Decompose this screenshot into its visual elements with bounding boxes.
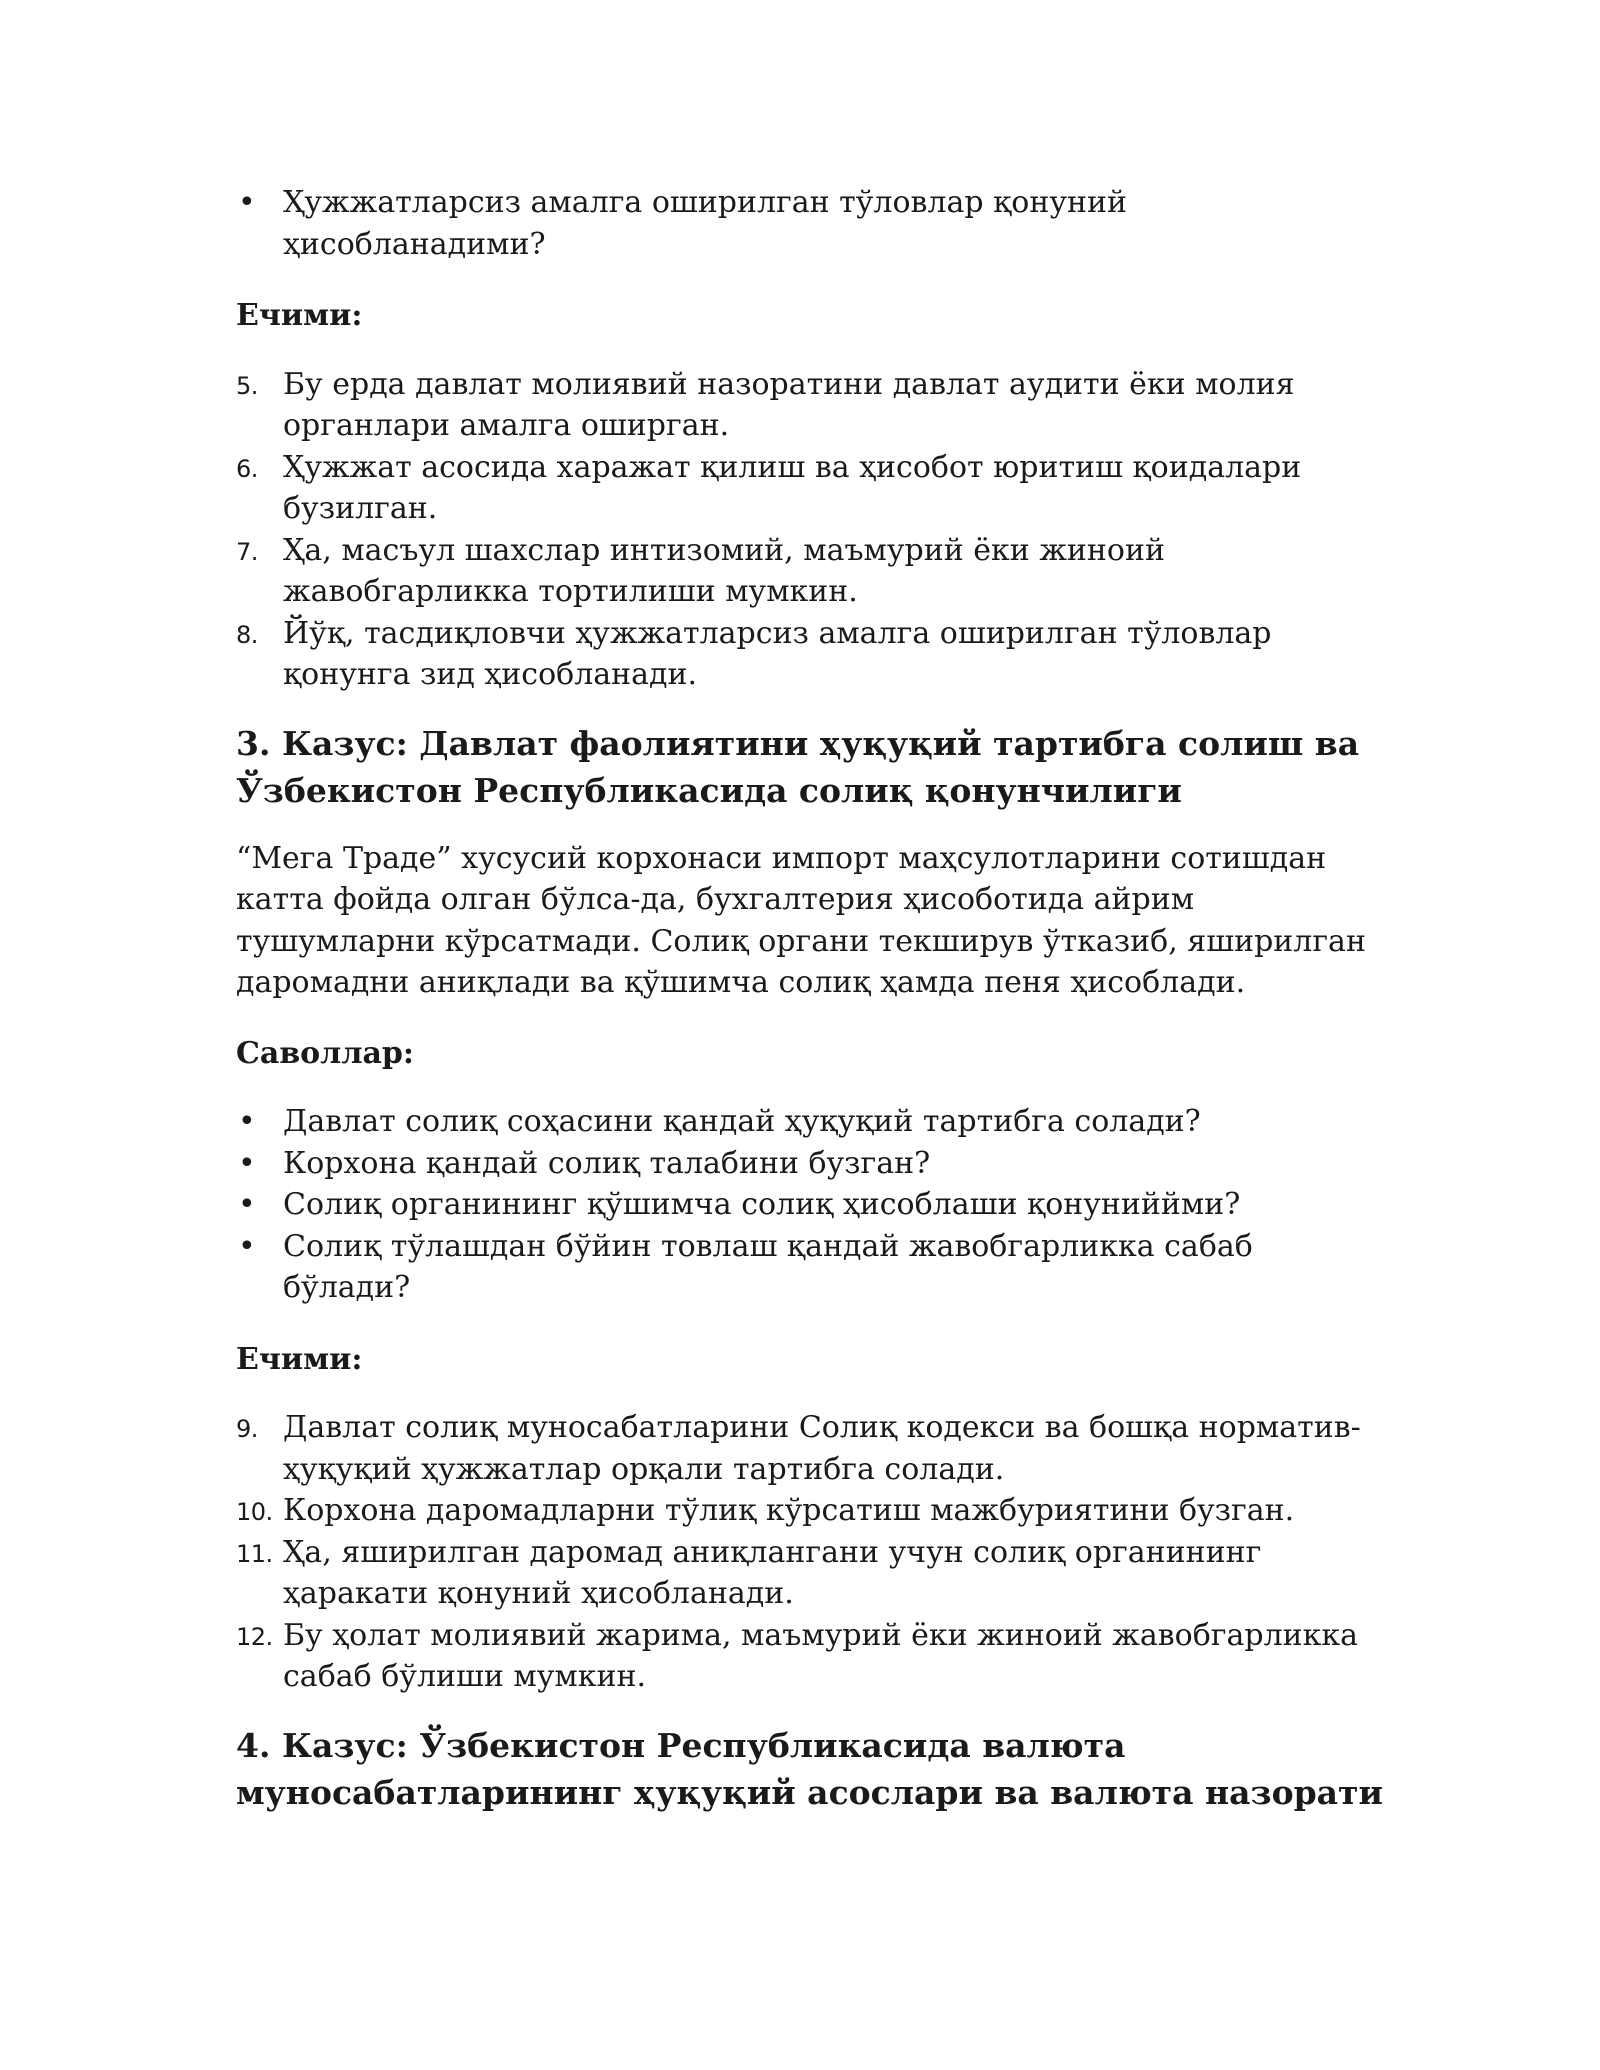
prev-questions-list — [236, 182, 1386, 265]
item-number: 12. — [236, 1622, 273, 1651]
question-text: Давлат солиқ соҳасини қандай ҳуқуқий тартибга солади? — [283, 1104, 1201, 1139]
item-number: 5. — [236, 371, 258, 400]
list-item — [236, 1184, 1386, 1226]
solution-label: Ечими: — [236, 298, 363, 333]
list-item — [236, 1143, 1386, 1185]
item-number: 11. — [236, 1539, 273, 1568]
item-text: Ҳа, яширилган даромад аниқлангани учун солиқ органининг ҳаракати қонуний ҳисобланади. — [283, 1534, 1262, 1611]
list-item — [236, 1615, 1386, 1698]
item-text: Йўқ, тасдиқловчи ҳужжатларсиз амалга оширилган тўловлар қонунга зид ҳисобланади. — [283, 615, 1272, 692]
list-item — [236, 1490, 1386, 1532]
item-text: Бу ҳолат молиявий жарима, маъмурий ёки жиноий жавобгарликка сабаб бўлиши мумкин. — [283, 1617, 1359, 1694]
case-heading-4: 4. Казус: Ўзбекистон Республикасида валюта муносабатларининг ҳуқуқий асослари ва валюта назорати — [236, 1725, 1383, 1812]
case-description: “Мега Траде” хусусий корхонаси импорт маҳсулотларини сотишдан катта фойда олган бўлса-да, бухгалтерия ҳисоботида айрим тушумларни кўрсатмади. Солиқ органи текширув ўтказиб, яширилган даромадни аниқлади ва қўшимча солиқ ҳамда пеня ҳисоблади. — [236, 840, 1366, 1000]
solution-label: Ечими: — [236, 1341, 363, 1377]
list-item — [236, 1407, 1386, 1490]
question-text: Корхона қандай солиқ талабини бузган? — [283, 1145, 931, 1181]
list-item — [236, 1101, 1386, 1143]
bullet-icon: • — [238, 185, 256, 220]
question-text: Солиқ тўлашдан бўйин товлаш қандай жавобгарликка сабаб бўлади? — [283, 1228, 1253, 1305]
item-number: 9. — [236, 1415, 258, 1443]
question-text: Солиқ органининг қўшимча солиқ ҳисоблаши қонуниййми? — [283, 1187, 1241, 1222]
list-item — [236, 447, 1386, 530]
list-item — [236, 364, 1386, 447]
bullet-icon: • — [238, 1187, 256, 1222]
item-text: Бу ерда давлат молиявий назоратини давлат аудити ёки молия органлари амалга оширган. — [283, 366, 1295, 443]
case-heading-3: 3. Казус: Давлат фаолиятини ҳуқуқий тартибга солиш ва Ўзбекистон Республикасида солиқ қонунчилиги — [236, 723, 1360, 810]
item-text: Корхона даромадларни тўлиқ кўрсатиш мажбуриятини бузган. — [283, 1493, 1295, 1528]
prev-solutions-list — [236, 364, 1386, 696]
question-text: Ҳужжатларсиз амалга оширилган тўловлар қонуний ҳисобланадими? — [283, 185, 1127, 262]
bullet-icon: • — [238, 1104, 256, 1139]
list-item — [236, 1532, 1386, 1615]
questions-list — [236, 1101, 1386, 1309]
list-item — [236, 613, 1386, 696]
solutions-list — [236, 1407, 1386, 1698]
item-number: 10. — [236, 1498, 273, 1526]
list-item — [236, 182, 1386, 265]
bullet-icon: • — [238, 1145, 256, 1181]
item-number: 8. — [236, 620, 258, 649]
item-text: Ҳужжат асосида харажат қилиш ва ҳисобот юритиш қоидалари бузилган. — [283, 449, 1302, 526]
list-item — [236, 530, 1386, 613]
item-number: 7. — [236, 537, 258, 566]
document-page — [236, 182, 1386, 1816]
questions-label: Саволлар: — [236, 1035, 414, 1071]
item-text: Ҳа, масъул шахслар интизомий, маъмурий ёки жиноий жавобгарликка тортилиши мумкин. — [283, 532, 1165, 609]
bullet-icon: • — [238, 1228, 256, 1264]
item-text: Давлат солиқ муносабатларини Солиқ кодекси ва бошқа норматив-ҳуқуқий ҳужжатлар орқали тартибга солади. — [283, 1410, 1361, 1487]
list-item — [236, 1226, 1386, 1309]
item-number: 6. — [236, 454, 258, 483]
